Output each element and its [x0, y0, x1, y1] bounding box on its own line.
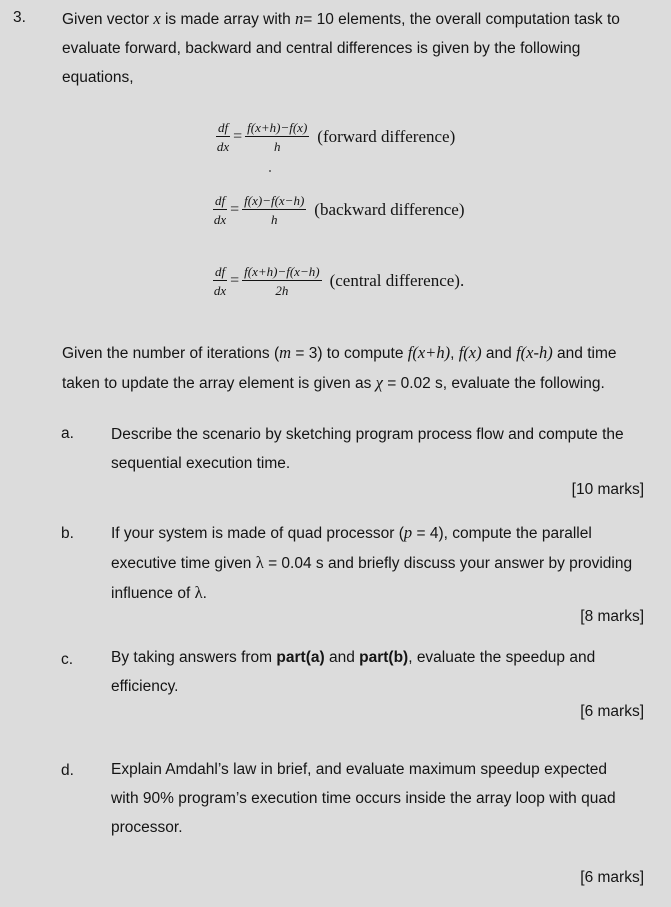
derivative-fraction: $\frac{df}{dx}$: [216, 120, 230, 154]
part-a-label: a.: [61, 425, 74, 442]
part-b-text: If your system is made of quad processor (p = 4), compute the parallel executive time given λ = 0.04 s and briefly discuss your answer by providing influence of λ.: [111, 523, 633, 602]
difference-fraction: $\frac{f(x)-f(x-h)}{h}$: [244, 193, 305, 227]
backward-difference-equation: $\frac{df}{dx}$ = $\frac{f(x)-f(x-h)}{h}$ (backward difference): [213, 193, 465, 227]
part-b-marks: [8 marks]: [580, 608, 644, 625]
part-d-label: d.: [61, 762, 74, 779]
intro-line-3: equations,: [62, 69, 134, 86]
part-c-label: c.: [61, 651, 74, 668]
equation-label: (backward difference): [314, 200, 465, 219]
question-intro: [62, 4, 644, 92]
equation-label: (central difference).: [329, 271, 465, 290]
stray-dot: [269, 170, 271, 172]
difference-fraction: $\frac{f(x+h)-f(x)}{h}$: [247, 120, 308, 154]
derivative-fraction: $\frac{df}{dx}$: [213, 264, 227, 298]
part-d-text: Explain Amdahl’s law in brief, and evaluate maximum speedup expected with 90% program’s execution time occurs inside the array loop with quad processor.: [111, 761, 616, 836]
part-a-marks: [10 marks]: [571, 481, 644, 498]
intro-line-2: evaluate forward, backward and central differences is given by the following: [62, 40, 581, 57]
intro-line-1: Given vector x is made array with n= 10 elements, the overall computation task to: [62, 9, 620, 28]
given-conditions: [62, 338, 642, 398]
part-c-marks: [6 marks]: [580, 703, 644, 720]
part-d-marks: [6 marks]: [580, 869, 644, 886]
part-c-text: By taking answers from part(a) and part(b), evaluate the speedup and efficiency.: [111, 649, 596, 695]
difference-fraction: $\frac{f(x+h)-f(x-h)}{2h}$: [244, 264, 320, 298]
derivative-fraction: $\frac{df}{dx}$: [213, 193, 227, 227]
given-line-2: taken to update the array element is given as χ = 0.02 s, evaluate the following.: [62, 373, 605, 392]
question-number: 3.: [13, 9, 26, 26]
central-difference-equation: $\frac{df}{dx}$ = $\frac{f(x+h)-f(x-h)}{2h}$ (central difference).: [213, 264, 465, 298]
part-a-text: Describe the scenario by sketching program process flow and compute the sequential execution time.: [111, 426, 624, 472]
part-b-label: b.: [61, 525, 74, 542]
given-line-1: Given the number of iterations (m = 3) to compute f(x+h), f(x) and f(x-h) and time: [62, 343, 617, 362]
forward-difference-equation: $\frac{df}{dx}$ = $\frac{f(x+h)-f(x)}{h}$ (forward difference): [216, 120, 456, 154]
equation-label: (forward difference): [317, 127, 456, 146]
